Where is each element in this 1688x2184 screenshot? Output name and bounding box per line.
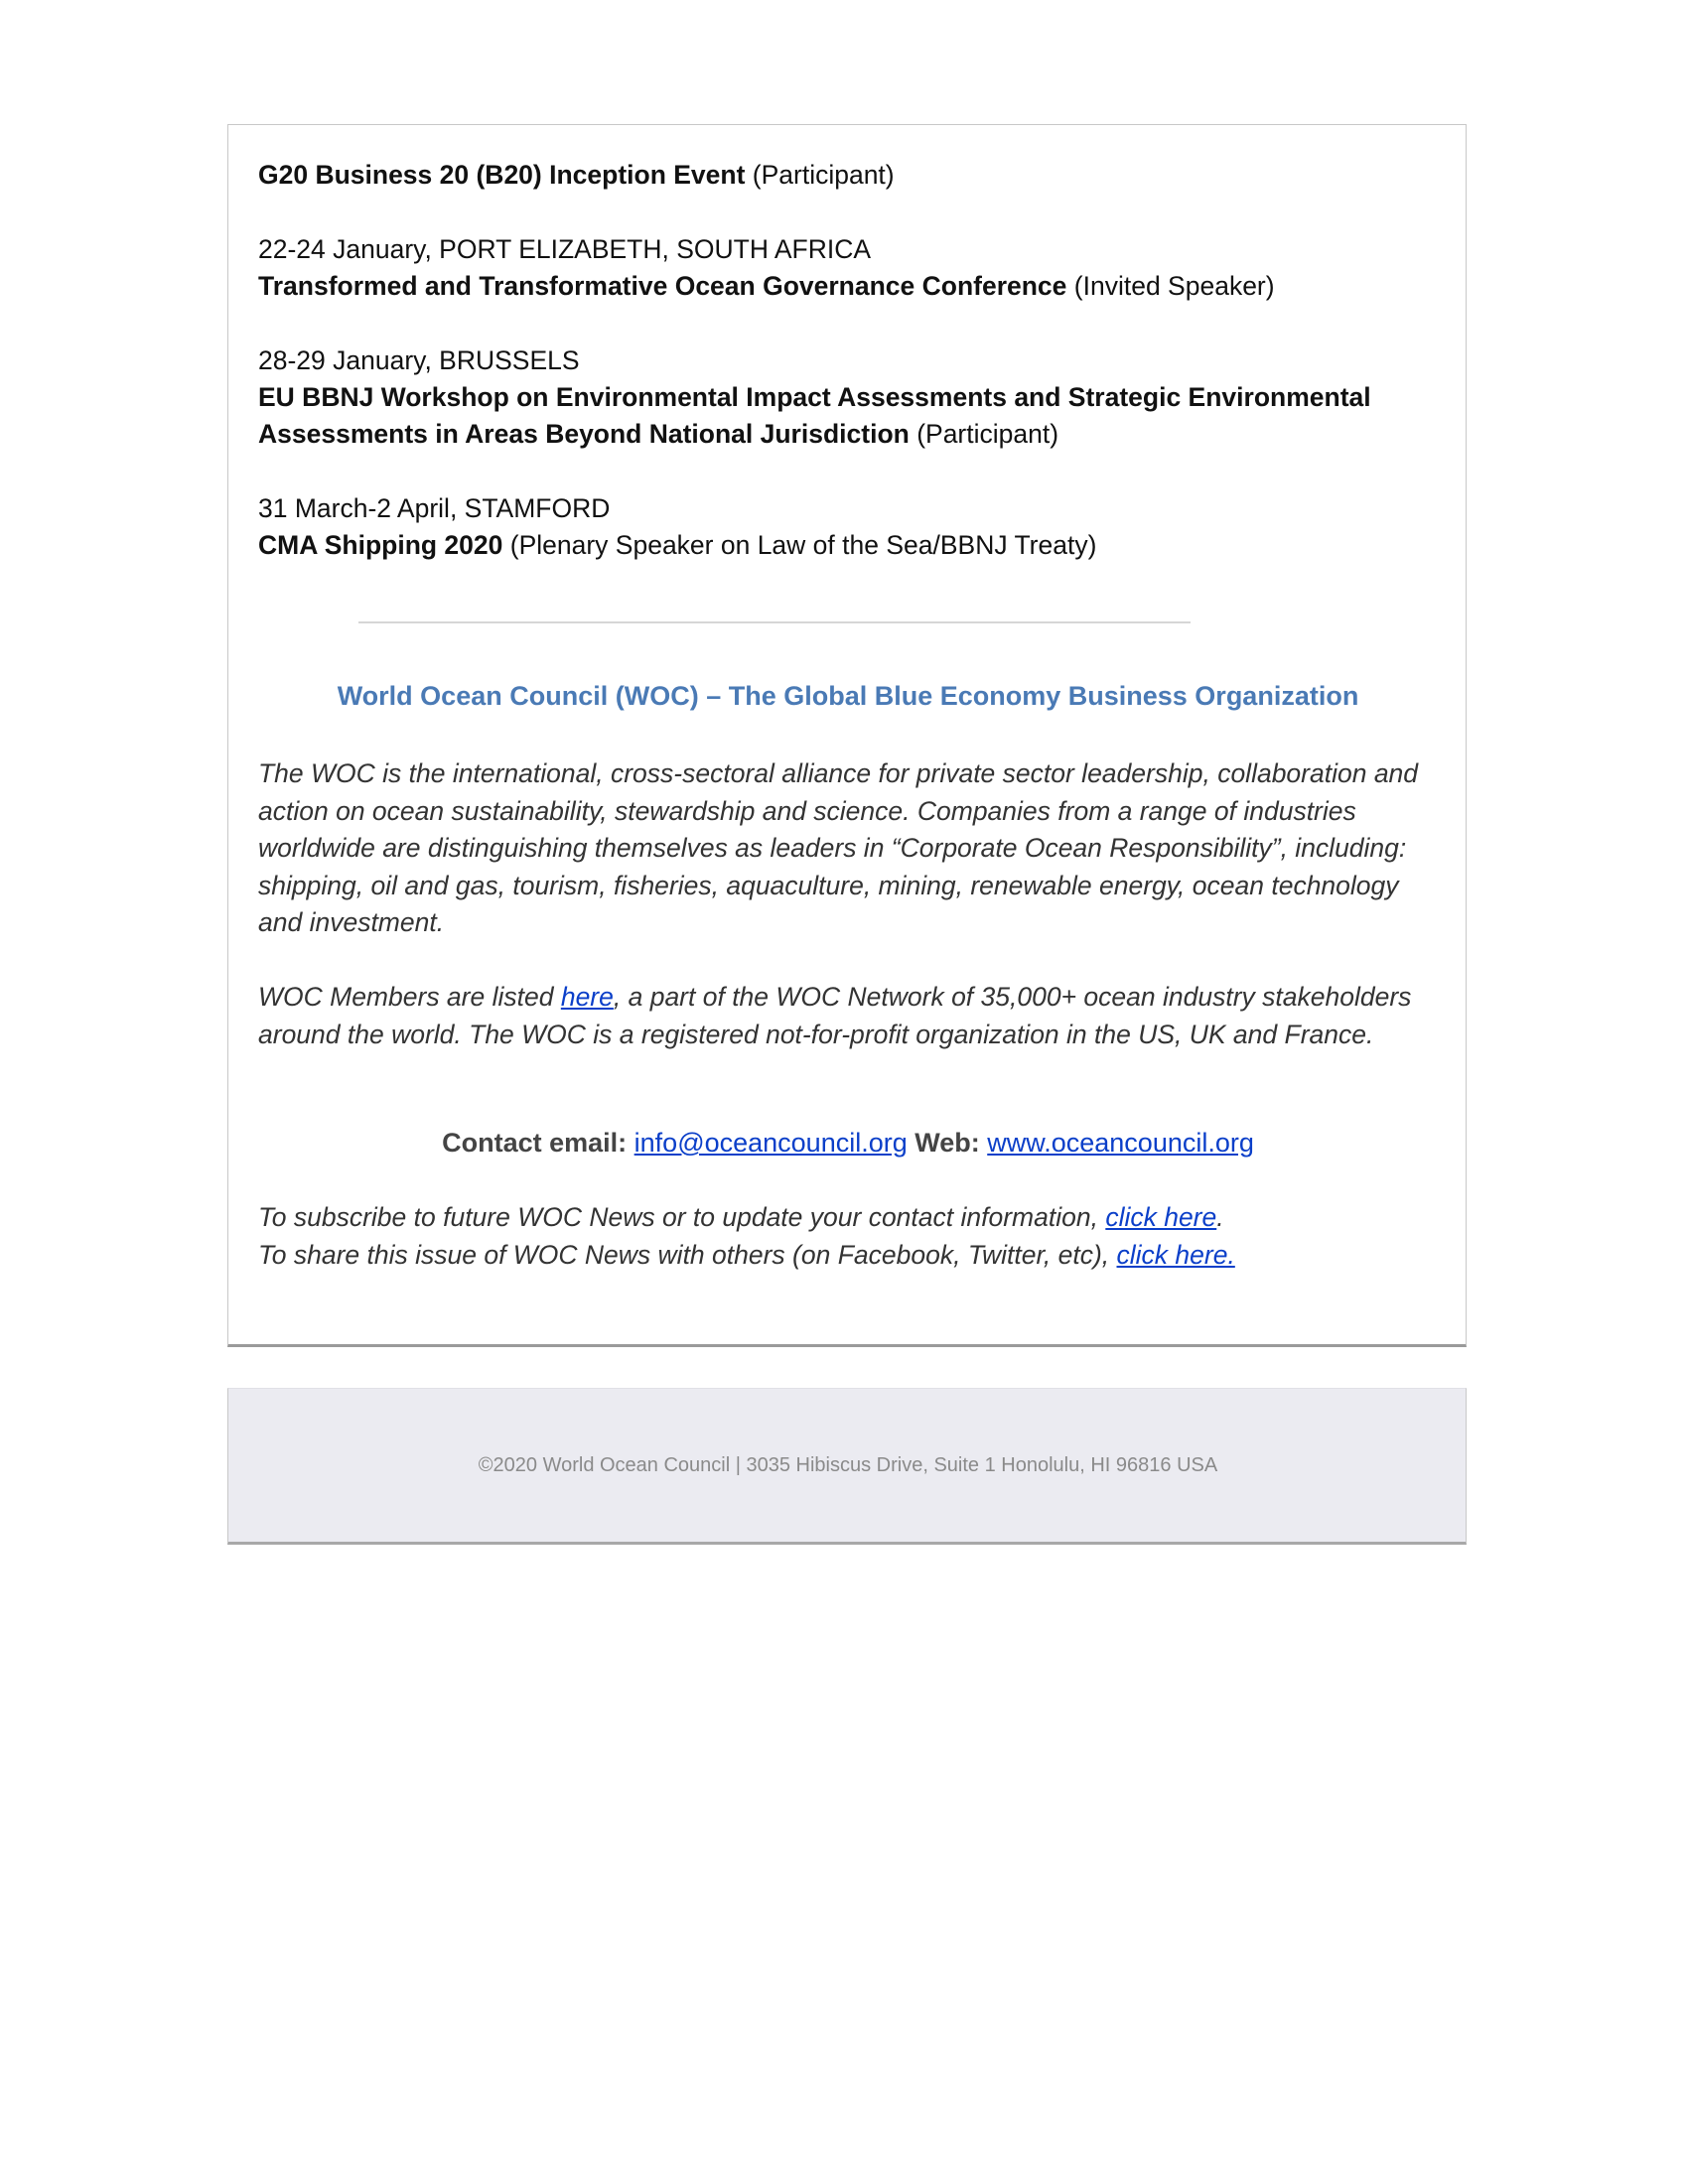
contact-email-link[interactable]: info@oceancouncil.org (633, 1128, 908, 1158)
subscribe-click-here-link[interactable]: click here (1105, 1202, 1217, 1232)
about-paragraph: The WOC is the international, cross-sectoral alliance for private sector leadership, collaboration and action on ocean sustainability, stewardship and science. Companies from a range of industries worldwide are distinguishing themselves as leaders in “Corporate Ocean Responsibility”, including: shipping, oil and gas, tourism, fisheries, aquaculture, mining, renewable energy, ocean technology and investment. (258, 758, 1419, 937)
about-heading: World Ocean Council (WOC) – The Global Blue Economy Business Organization (337, 681, 1359, 711)
event-date-location: 28-29 January, BRUSSELS (258, 345, 580, 375)
event-title: Transformed and Transformative Ocean Governance Conference (258, 271, 1067, 301)
newsletter-body (227, 124, 1467, 1347)
events-list (258, 157, 1440, 602)
subscribe-text: To subscribe to future WOC News or to update your contact information, (258, 1202, 1106, 1232)
contact-email-label: Contact email: (442, 1128, 634, 1158)
members-paragraph (258, 979, 1440, 1053)
event-role: (Invited Speaker) (1066, 271, 1275, 301)
event-title: G20 Business 20 (B20) Inception Event (258, 160, 746, 190)
footer (227, 1388, 1467, 1545)
event-role: (Participant) (745, 160, 895, 190)
event-role: (Plenary Speaker on Law of the Sea/BBNJ Treaty) (502, 530, 1097, 560)
contact-web-label: Web: (907, 1128, 988, 1158)
event-item (258, 490, 1440, 564)
footer-text: ©2020 World Ocean Council | 3035 Hibiscus Drive, Suite 1 Honolulu, HI 96816 USA (478, 1454, 1218, 1476)
event-item (258, 342, 1440, 453)
event-role: (Participant) (909, 419, 1059, 449)
contact-line (228, 1128, 1468, 1159)
share-text: To share this issue of WOC News with others (on Facebook, Twitter, etc), (258, 1239, 1117, 1270)
event-date-location: 22-24 January, PORT ELIZABETH, SOUTH AFRICA (258, 234, 872, 264)
members-text-after: , a part of the WOC Network of 35,000+ ocean industry stakeholders around the world. The WOC is a registered not-for-profit organization in the US, UK and France. (258, 982, 1412, 1049)
event-item (258, 231, 1440, 305)
event-date-location: 31 March-2 April, STAMFORD (258, 493, 611, 523)
section-divider (358, 621, 1191, 623)
contact-web-link[interactable]: www.oceancouncil.org (987, 1128, 1254, 1158)
event-title: EU BBNJ Workshop on Environmental Impact Assessments and Strategic Environmental Assessments in Areas Beyond National Jurisdiction (258, 382, 1371, 449)
event-title: CMA Shipping 2020 (258, 530, 503, 560)
share-click-here-link[interactable]: click here. (1116, 1239, 1235, 1270)
subscribe-block (258, 1199, 1440, 1274)
event-item (258, 157, 1440, 194)
members-text-before: WOC Members are listed (258, 982, 561, 1012)
members-here-link[interactable]: here (560, 982, 614, 1012)
subscribe-end: . (1216, 1202, 1224, 1232)
